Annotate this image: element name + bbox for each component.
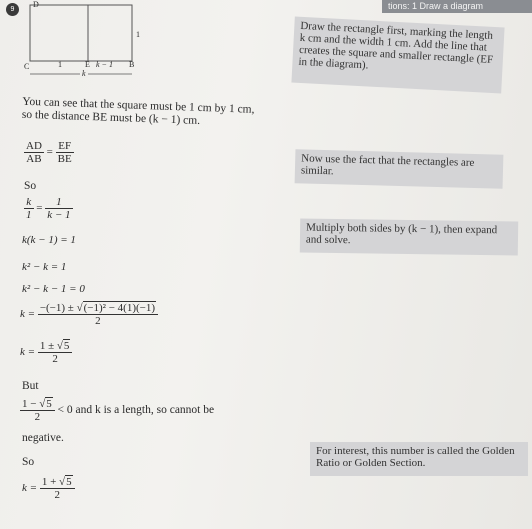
but-label: But: [22, 380, 39, 392]
label-square-side: 1: [58, 60, 62, 69]
outer-rectangle: [30, 5, 132, 61]
so-label-1: So: [24, 180, 37, 192]
equation-6: k = $\frac{1 \pm √5}{2}$: [20, 340, 72, 365]
equation-8: k = $\frac{1 + √5}{2}$: [22, 476, 75, 501]
equation-7: $\frac{1 - √5}{2}$ < 0 and k is a length, so cannot be: [22, 398, 215, 423]
question-number-badge: 9: [6, 3, 19, 16]
label-e: E: [85, 60, 90, 69]
label-k: k: [82, 69, 86, 78]
so-label-2: So: [22, 456, 35, 468]
note-multiply: Multiply both sides by (k − 1), then expand and solve.: [300, 218, 518, 255]
negative-word: negative.: [22, 432, 64, 444]
equation-4: k² − k − 1 = 0: [22, 283, 85, 295]
equation-2: k(k − 1) = 1: [22, 234, 76, 246]
note-similar: Now use the fact that the rectangles are similar.: [295, 149, 504, 188]
label-width-one: 1: [136, 30, 140, 39]
label-c: C: [24, 62, 30, 71]
label-k-minus-1: k − 1: [96, 60, 113, 69]
note-draw-rectangle: Draw the rectangle first, marking the length k cm and the width 1 cm. Add the line that creates the square and smaller rectangle (EF in the diagram).: [291, 17, 504, 94]
section-banner: tions: 1 Draw a diagram: [382, 0, 532, 13]
intro-paragraph: You can see that the square must be 1 cm by 1 cm, so the distance BE must be (k − 1) cm.: [21, 95, 255, 127]
equation-5: k = $\frac{\text{−(−1) ± √(−1)² − 4(1)(−1)}}{2}$: [20, 302, 158, 327]
equation-1: $\frac{k}{1}$ = $\frac{1}{k - 1}$: [26, 196, 71, 221]
ratio-equation: $\frac{AD}{AB}$ = $\frac{EF}{BE}$: [26, 140, 72, 165]
equation-3: k² − k = 1: [22, 261, 67, 273]
label-b: B: [129, 60, 135, 69]
rectangle-diagram: [0, 0, 150, 80]
label-d: D: [33, 0, 39, 9]
note-golden-ratio: For interest, this number is called the Golden Ratio or Golden Section.: [310, 442, 528, 476]
